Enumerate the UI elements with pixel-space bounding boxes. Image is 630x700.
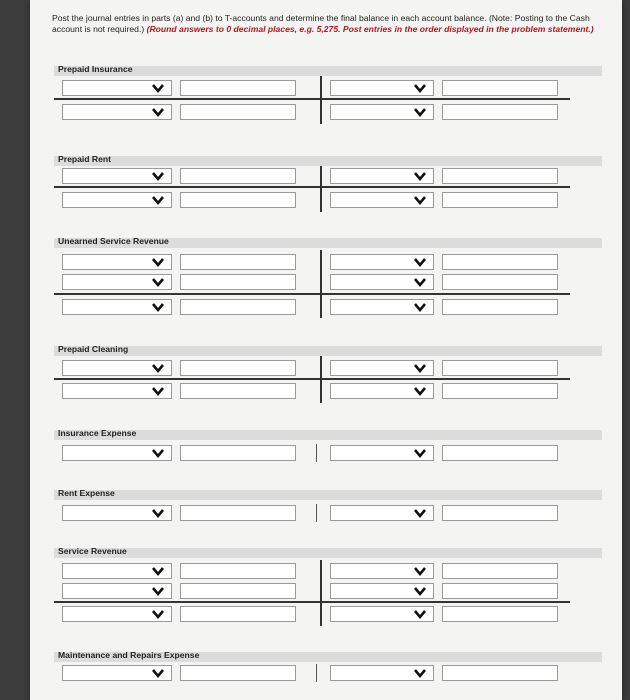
chevron-down-icon <box>413 106 427 118</box>
debit-balance-input[interactable] <box>180 606 296 622</box>
credit-balance-input[interactable] <box>442 299 558 315</box>
credit-account-select[interactable] <box>330 254 434 270</box>
account-title: Maintenance and Repairs Expense <box>58 650 200 660</box>
chevron-down-icon <box>413 82 427 94</box>
chevron-down-icon <box>151 194 165 206</box>
account-title: Prepaid Insurance <box>58 64 133 74</box>
t-account-divider <box>320 560 322 626</box>
entry-row <box>54 505 602 523</box>
t-account-unearned-service-revenue <box>54 238 602 248</box>
t-account-divider <box>320 76 322 124</box>
credit-account-select[interactable] <box>330 505 434 521</box>
credit-balance-select[interactable] <box>330 383 434 399</box>
chevron-down-icon <box>151 276 165 288</box>
debit-account-select[interactable] <box>62 505 172 521</box>
t-account-divider <box>316 504 317 522</box>
t-account-rule <box>54 98 570 100</box>
account-title: Prepaid Rent <box>58 154 112 164</box>
chevron-down-icon <box>413 385 427 397</box>
chevron-down-icon <box>413 507 427 519</box>
debit-account-select[interactable] <box>62 80 172 96</box>
credit-amount-input[interactable] <box>442 583 558 599</box>
debit-account-select[interactable] <box>62 665 172 681</box>
entry-row <box>54 563 602 581</box>
chevron-down-icon <box>413 565 427 577</box>
debit-balance-select[interactable] <box>62 606 172 622</box>
chevron-down-icon <box>413 608 427 620</box>
credit-account-select[interactable] <box>330 583 434 599</box>
account-header <box>54 652 602 662</box>
credit-balance-select[interactable] <box>330 606 434 622</box>
debit-account-select[interactable] <box>62 360 172 376</box>
balance-row <box>54 299 602 317</box>
t-account-rent-expense <box>54 490 602 500</box>
credit-account-select[interactable] <box>330 274 434 290</box>
entry-row <box>54 274 602 292</box>
balance-row <box>54 104 602 122</box>
debit-amount-input[interactable] <box>180 168 296 184</box>
chevron-down-icon <box>413 301 427 313</box>
credit-account-select[interactable] <box>330 445 434 461</box>
entry-row <box>54 445 602 463</box>
debit-amount-input[interactable] <box>180 445 296 461</box>
chevron-down-icon <box>151 362 165 374</box>
debit-amount-input[interactable] <box>180 665 296 681</box>
credit-balance-input[interactable] <box>442 192 558 208</box>
entry-row <box>54 168 602 186</box>
account-header <box>54 66 602 76</box>
chevron-down-icon <box>413 447 427 459</box>
debit-balance-select[interactable] <box>62 299 172 315</box>
credit-balance-select[interactable] <box>330 192 434 208</box>
credit-amount-input[interactable] <box>442 445 558 461</box>
credit-amount-input[interactable] <box>442 80 558 96</box>
credit-account-select[interactable] <box>330 360 434 376</box>
credit-amount-input[interactable] <box>442 254 558 270</box>
credit-amount-input[interactable] <box>442 360 558 376</box>
debit-amount-input[interactable] <box>180 80 296 96</box>
chevron-down-icon <box>413 256 427 268</box>
chevron-down-icon <box>151 106 165 118</box>
chevron-down-icon <box>151 170 165 182</box>
credit-account-select[interactable] <box>330 80 434 96</box>
t-account-rule <box>54 186 570 188</box>
chevron-down-icon <box>151 565 165 577</box>
chevron-down-icon <box>151 82 165 94</box>
instructions-text: Post the journal entries in parts (a) and (b) to T-accounts and determine the final balance in each account balance. (Note: Posting to the Cash account is not required.) <box>52 13 590 34</box>
t-account-insurance-expense <box>54 430 602 440</box>
chevron-down-icon <box>151 385 165 397</box>
credit-balance-input[interactable] <box>442 104 558 120</box>
chevron-down-icon <box>151 667 165 679</box>
credit-amount-input[interactable] <box>442 563 558 579</box>
credit-amount-input[interactable] <box>442 665 558 681</box>
instructions <box>52 13 597 35</box>
chevron-down-icon <box>151 507 165 519</box>
t-account-prepaid-insurance <box>54 66 602 76</box>
chevron-down-icon <box>413 362 427 374</box>
debit-amount-input[interactable] <box>180 360 296 376</box>
chevron-down-icon <box>151 608 165 620</box>
chevron-down-icon <box>151 447 165 459</box>
instructions-emphasis: (Round answers to 0 decimal places, e.g. 5,275. Post entries in the order displayed in the problem statement.) <box>146 24 594 34</box>
debit-balance-select[interactable] <box>62 104 172 120</box>
chevron-down-icon <box>413 170 427 182</box>
entry-row <box>54 583 602 601</box>
debit-account-select[interactable] <box>62 583 172 599</box>
chevron-down-icon <box>151 585 165 597</box>
account-header <box>54 156 602 166</box>
account-title: Rent Expense <box>58 488 115 498</box>
account-title: Service Revenue <box>58 546 127 556</box>
t-account-divider <box>316 664 317 682</box>
debit-balance-select[interactable] <box>62 192 172 208</box>
debit-amount-input[interactable] <box>180 563 296 579</box>
debit-amount-input[interactable] <box>180 505 296 521</box>
account-title: Unearned Service Revenue <box>58 236 169 246</box>
t-account-prepaid-cleaning <box>54 346 602 356</box>
debit-balance-input[interactable] <box>180 299 296 315</box>
problem-page <box>30 0 622 700</box>
t-account-divider <box>320 166 322 212</box>
t-account-service-revenue <box>54 548 602 558</box>
account-header <box>54 548 602 558</box>
account-title: Insurance Expense <box>58 428 137 438</box>
credit-account-select[interactable] <box>330 665 434 681</box>
t-account-rule <box>54 293 570 295</box>
entry-row <box>54 80 602 98</box>
t-account-maintenance-and-repairs-expense <box>54 652 602 662</box>
credit-amount-input[interactable] <box>442 505 558 521</box>
credit-account-select[interactable] <box>330 168 434 184</box>
account-header <box>54 346 602 356</box>
t-account-rule <box>54 378 570 380</box>
entry-row <box>54 665 602 683</box>
account-header <box>54 430 602 440</box>
account-title: Prepaid Cleaning <box>58 344 129 354</box>
balance-row <box>54 383 602 401</box>
debit-balance-input[interactable] <box>180 192 296 208</box>
debit-balance-select[interactable] <box>62 383 172 399</box>
t-account-rule <box>54 601 570 603</box>
entry-row <box>54 254 602 272</box>
chevron-down-icon <box>413 276 427 288</box>
debit-amount-input[interactable] <box>180 254 296 270</box>
balance-row <box>54 606 602 624</box>
debit-balance-input[interactable] <box>180 104 296 120</box>
debit-account-select[interactable] <box>62 254 172 270</box>
credit-balance-select[interactable] <box>330 104 434 120</box>
credit-amount-input[interactable] <box>442 274 558 290</box>
debit-account-select[interactable] <box>62 274 172 290</box>
account-header <box>54 490 602 500</box>
chevron-down-icon <box>151 256 165 268</box>
chevron-down-icon <box>413 585 427 597</box>
credit-amount-input[interactable] <box>442 168 558 184</box>
balance-row <box>54 192 602 210</box>
t-account-divider <box>316 444 317 462</box>
chevron-down-icon <box>413 194 427 206</box>
chevron-down-icon <box>413 667 427 679</box>
credit-account-select[interactable] <box>330 563 434 579</box>
debit-balance-input[interactable] <box>180 383 296 399</box>
debit-account-select[interactable] <box>62 563 172 579</box>
account-header <box>54 238 602 248</box>
t-account-prepaid-rent <box>54 156 602 166</box>
credit-balance-select[interactable] <box>330 299 434 315</box>
entry-row <box>54 360 602 378</box>
debit-account-select[interactable] <box>62 168 172 184</box>
debit-amount-input[interactable] <box>180 583 296 599</box>
t-account-divider <box>320 250 322 318</box>
debit-amount-input[interactable] <box>180 274 296 290</box>
credit-balance-input[interactable] <box>442 606 558 622</box>
credit-balance-input[interactable] <box>442 383 558 399</box>
debit-account-select[interactable] <box>62 445 172 461</box>
chevron-down-icon <box>151 301 165 313</box>
t-account-divider <box>320 356 322 403</box>
